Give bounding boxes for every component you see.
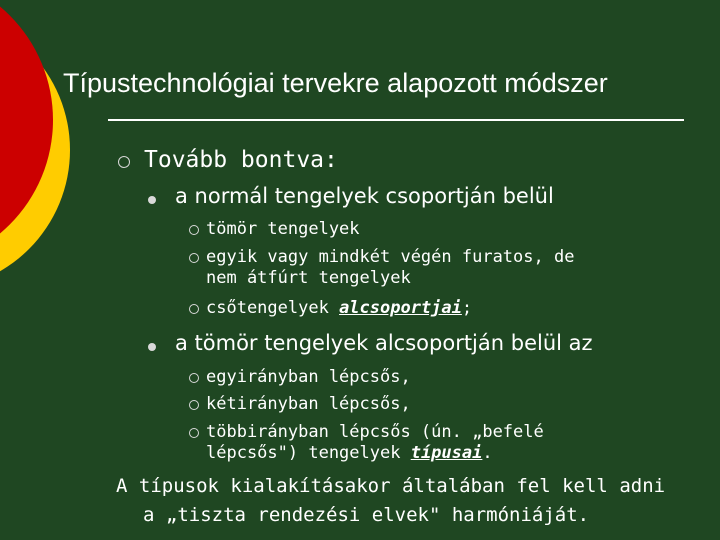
section-heading: Tovább bontva: bbox=[144, 147, 338, 173]
ring-bullet-icon bbox=[118, 156, 130, 168]
list-item bbox=[206, 298, 472, 318]
dot-bullet-icon bbox=[148, 343, 156, 351]
ring-bullet-icon bbox=[189, 428, 199, 438]
list-item: egyirányban lépcsős, bbox=[206, 367, 411, 387]
item-punct: . bbox=[482, 443, 493, 463]
list-item: többirányban lépcsős (ún. „befelé bbox=[206, 422, 544, 442]
ring-bullet-icon bbox=[189, 304, 199, 314]
slide-title: Típustechnológiai tervekre alapozott módszer bbox=[63, 68, 608, 98]
item-text: csőtengelyek bbox=[206, 298, 340, 318]
item-text: lépcsős") tengelyek bbox=[206, 443, 411, 463]
ring-bullet-icon bbox=[189, 225, 199, 235]
dot-bullet-icon bbox=[148, 196, 156, 204]
list-item-continuation: nem átfúrt tengelyek bbox=[206, 268, 411, 288]
item-punct: ; bbox=[461, 298, 473, 318]
closing-line-1: A típusok kialakításakor általában fel kell adni bbox=[116, 475, 666, 497]
group-label-normal: a normál tengelyek csoportján belül bbox=[175, 184, 554, 208]
list-item: tömör tengelyek bbox=[206, 219, 360, 239]
list-item: kétirányban lépcsős, bbox=[206, 394, 411, 414]
list-item-continuation bbox=[206, 443, 493, 463]
ring-bullet-icon bbox=[189, 373, 199, 383]
closing-line-2: a „tiszta rendezési elvek" harmóniáját. bbox=[143, 504, 590, 526]
ring-bullet-icon bbox=[189, 253, 199, 263]
corner-decoration bbox=[0, 0, 80, 300]
emphasis-text: típusai bbox=[410, 443, 483, 463]
ring-bullet-icon bbox=[189, 400, 199, 410]
list-item: egyik vagy mindkét végén furatos, de bbox=[206, 247, 575, 267]
emphasis-text: alcsoportjai bbox=[339, 298, 462, 318]
title-divider bbox=[108, 119, 684, 121]
group-label-solid: a tömör tengelyek alcsoportján belül az bbox=[175, 331, 593, 355]
